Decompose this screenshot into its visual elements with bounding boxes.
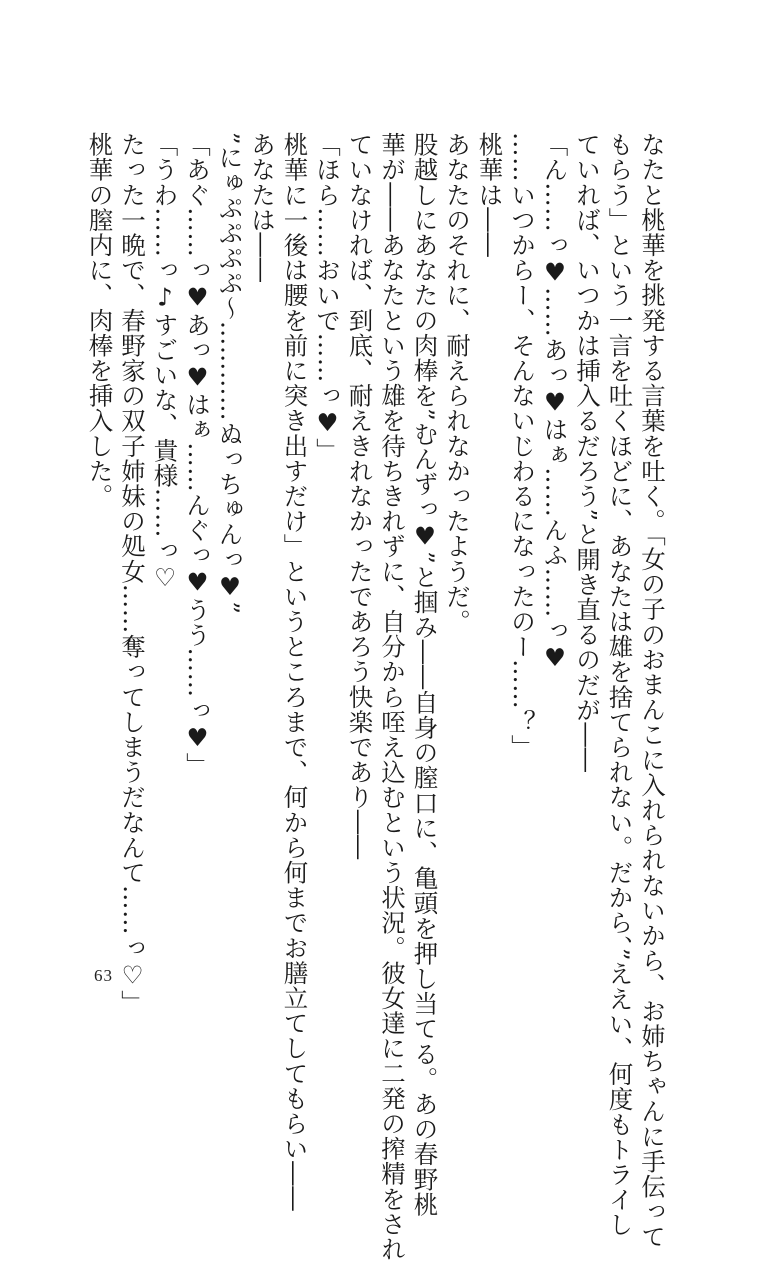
text-line: 桃華は――	[475, 132, 505, 258]
text-line: 「あぐ……っ♥あっ♥はぁ……んぐっ♥うう……っ♥」	[183, 132, 212, 778]
text-line: ていれば、いつかは挿入るだろう”と開き直るのだが――	[573, 132, 602, 773]
text-line: あなたのそれに、耐えられなかったようだ。	[443, 132, 472, 634]
text-line: 桃華に一後は腰を前に突き出すだけ」というところまで、何から何までお膳立てしてもらい――	[280, 132, 310, 1212]
text-line: 股越しにあなたの肉棒を”むんずっ♥”と掴み――自身の膣口に、亀頭を押し当てる。あの春野桃	[410, 132, 440, 1217]
text-line: ……いつからー、そんないじわるになったのー……？」	[508, 132, 537, 760]
text-line: 華が――あなたという雄を待ちきれずに、自分から咥え込むという状況。彼女達に二発の搾精をされ	[378, 132, 407, 1262]
text-line: たった一晩で、春野家の双子姉妹の処女……奪ってしまうだなんて……っ♡」	[118, 132, 147, 1015]
text-line: ていなければ、到底、耐えきれなかったであろう快楽であり――	[345, 132, 375, 860]
text-line: なたと桃華を挑発する言葉を吐く。「女の子のおまんこに入れられないから、お姉ちゃんに手伝って	[638, 132, 667, 1250]
text-line: 「うわ……っ♪すごいな、貴様……っ♡	[150, 132, 180, 593]
text-line: 「ほら……おいで……っ♥」	[313, 132, 342, 463]
text-line: もらう」という一言を吐くほどに、あなたは雄を捨てられない。だから、”ええい、何度もトライし	[605, 132, 635, 1238]
text-line: 桃華の膣内に、肉棒を挿入した。	[85, 132, 115, 509]
text-line: ”にゅぷぷぷぷ～…………ぬっちゅんっ♥”	[215, 132, 245, 615]
text-line: 「ん……っ♥……あっ♥はぁ……んふ……っ♥	[540, 132, 570, 673]
text-line: あなたは――	[248, 132, 277, 283]
page-number: 63	[94, 966, 113, 985]
